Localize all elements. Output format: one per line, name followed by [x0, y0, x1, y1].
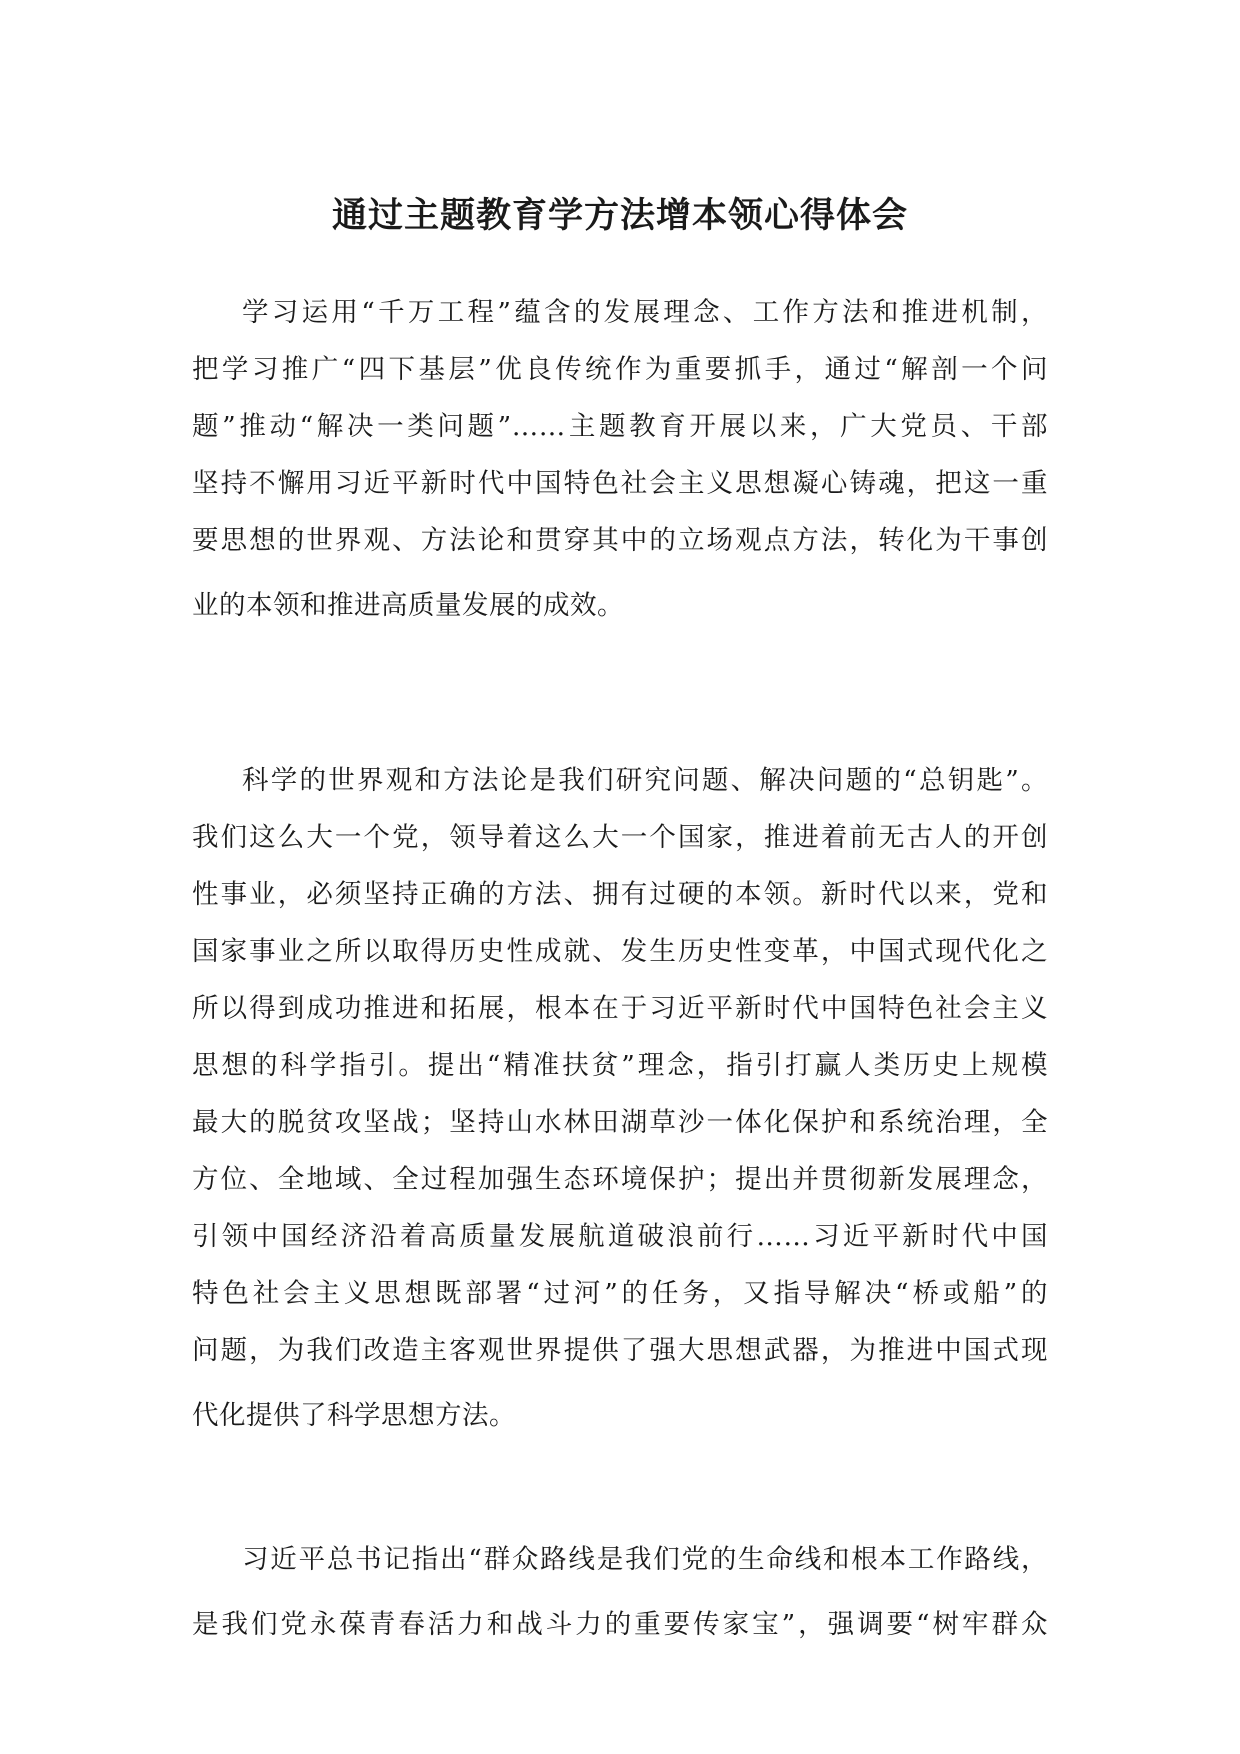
paragraph-2 [192, 752, 1048, 1444]
paragraph-line: 习近平总书记指出“群众路线是我们党的生命线和根本工作路线， [242, 1544, 1048, 1575]
paragraph-line: 科学的世界观和方法论是我们研究问题、解决问题的“总钥匙”。 [242, 765, 1048, 796]
paragraph-line: 方位、全地域、全过程加强生态环境保护；提出并贯彻新发展理念， [192, 1164, 1048, 1195]
paragraph-line: 性事业，必须坚持正确的方法、拥有过硬的本领。新时代以来，党和 [192, 879, 1048, 910]
paragraph-line: 学习运用“千万工程”蕴含的发展理念、工作方法和推进机制， [242, 297, 1048, 328]
paragraph-line: 引领中国经济沿着高质量发展航道破浪前行……习近平新时代中国 [192, 1221, 1048, 1252]
paragraph-line: 我们这么大一个党，领导着这么大一个国家，推进着前无古人的开创 [192, 822, 1048, 853]
paragraph-line: 思想的科学指引。提出“精准扶贫”理念，指引打赢人类历史上规模 [192, 1050, 1048, 1081]
paragraph-line: 坚持不懈用习近平新时代中国特色社会主义思想凝心铸魂，把这一重 [192, 468, 1048, 499]
paragraph-3 [192, 1531, 1048, 1653]
paragraph-line: 特色社会主义思想既部署“过河”的任务，又指导解决“桥或船”的 [192, 1278, 1048, 1309]
paragraph-line: 代化提供了科学思想方法。 [192, 1400, 516, 1431]
paragraph-1 [192, 284, 1048, 634]
paragraph-line: 问题，为我们改造主客观世界提供了强大思想武器，为推进中国式现 [192, 1335, 1048, 1366]
paragraph-line: 要思想的世界观、方法论和贯穿其中的立场观点方法，转化为干事创 [192, 525, 1048, 556]
paragraph-line: 是我们党永葆青春活力和战斗力的重要传家宝”，强调要“树牢群众 [192, 1609, 1048, 1640]
paragraph-line: 所以得到成功推进和拓展，根本在于习近平新时代中国特色社会主义 [192, 993, 1048, 1024]
paragraph-line: 国家事业之所以取得历史性成就、发生历史性变革，中国式现代化之 [192, 936, 1048, 967]
paragraph-line: 把学习推广“四下基层”优良传统作为重要抓手，通过“解剖一个问 [192, 354, 1048, 385]
paragraph-line: 业的本领和推进高质量发展的成效。 [192, 590, 624, 621]
document-title: 通过主题教育学方法增本领心得体会 [331, 196, 908, 236]
paragraph-line: 题”推动“解决一类问题”……主题教育开展以来，广大党员、干部 [192, 411, 1048, 442]
paragraph-line: 最大的脱贫攻坚战；坚持山水林田湖草沙一体化保护和系统治理，全 [192, 1107, 1048, 1138]
